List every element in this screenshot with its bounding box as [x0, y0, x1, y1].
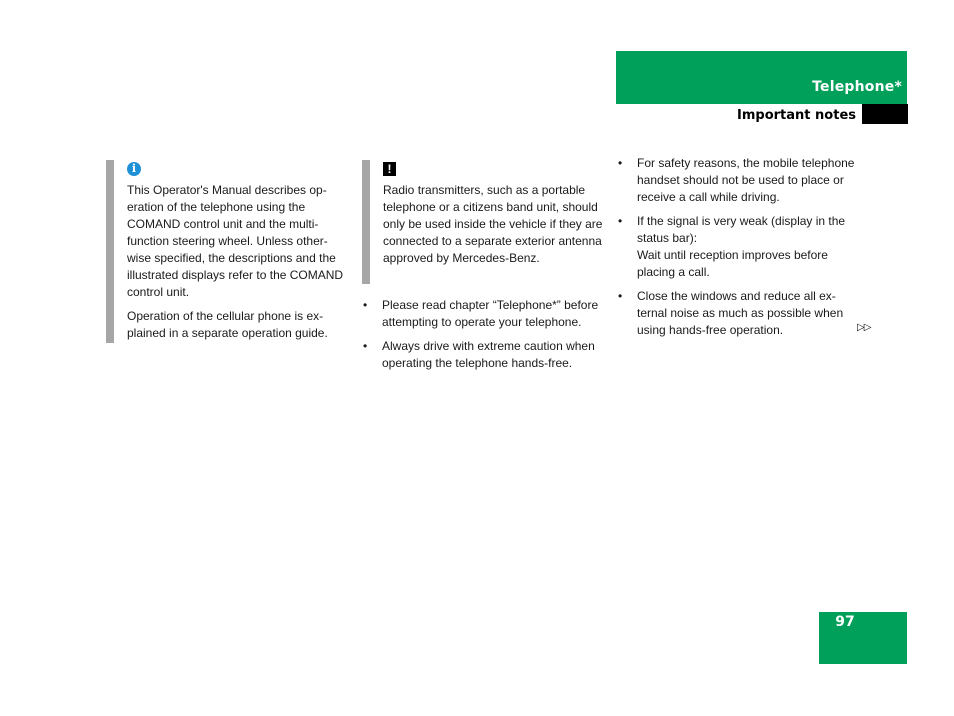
list-item: • Close the windows and reduce all external noise as much as possible when using hands-free operation. [617, 288, 857, 339]
list-item: • For safety reasons, the mobile telephone handset should not be used to place or receive a call while driving. [617, 155, 857, 206]
info-note [106, 160, 346, 343]
warning-icon: ! [383, 162, 396, 176]
page-number: 97 [835, 614, 855, 630]
warning-note [362, 160, 608, 284]
section-title: Telephone* [812, 79, 902, 95]
middle-bullet-list [362, 297, 602, 372]
info-paragraph-1: This Operator's Manual describes operation of the telephone using the COMAND control unit and the multifunction steering wheel. Unless otherwise specified, the descriptions and the illustrated displays refer to the COMAND control unit. [127, 183, 344, 299]
middle-bullet-list-wrapper [362, 297, 602, 379]
continued-arrow-icon: ▷▷ [857, 322, 871, 333]
list-item: • Please read chapter “Telephone*” before attempting to operate your telephone. [362, 297, 602, 331]
info-paragraph-2: Operation of the cellular phone is explained in a separate operation guide. [127, 309, 328, 340]
right-bullet-list-wrapper [617, 155, 857, 346]
list-item: • Always drive with extreme caution when operating the telephone hands-free. [362, 338, 602, 372]
subheader-marker [862, 104, 908, 124]
list-item: • If the signal is very weak (display in the status bar): Wait until reception improves before placing a call. [617, 213, 857, 281]
header-bar [616, 51, 907, 104]
info-icon: i [127, 162, 141, 176]
right-bullet-list [617, 155, 857, 339]
warning-text: Radio transmitters, such as a portable telephone or a citizens band unit, should only be used inside the vehicle if they are connected to a separate exterior antenna approved by Mercedes-Benz. [383, 183, 603, 265]
subsection-title: Important notes [737, 108, 856, 123]
